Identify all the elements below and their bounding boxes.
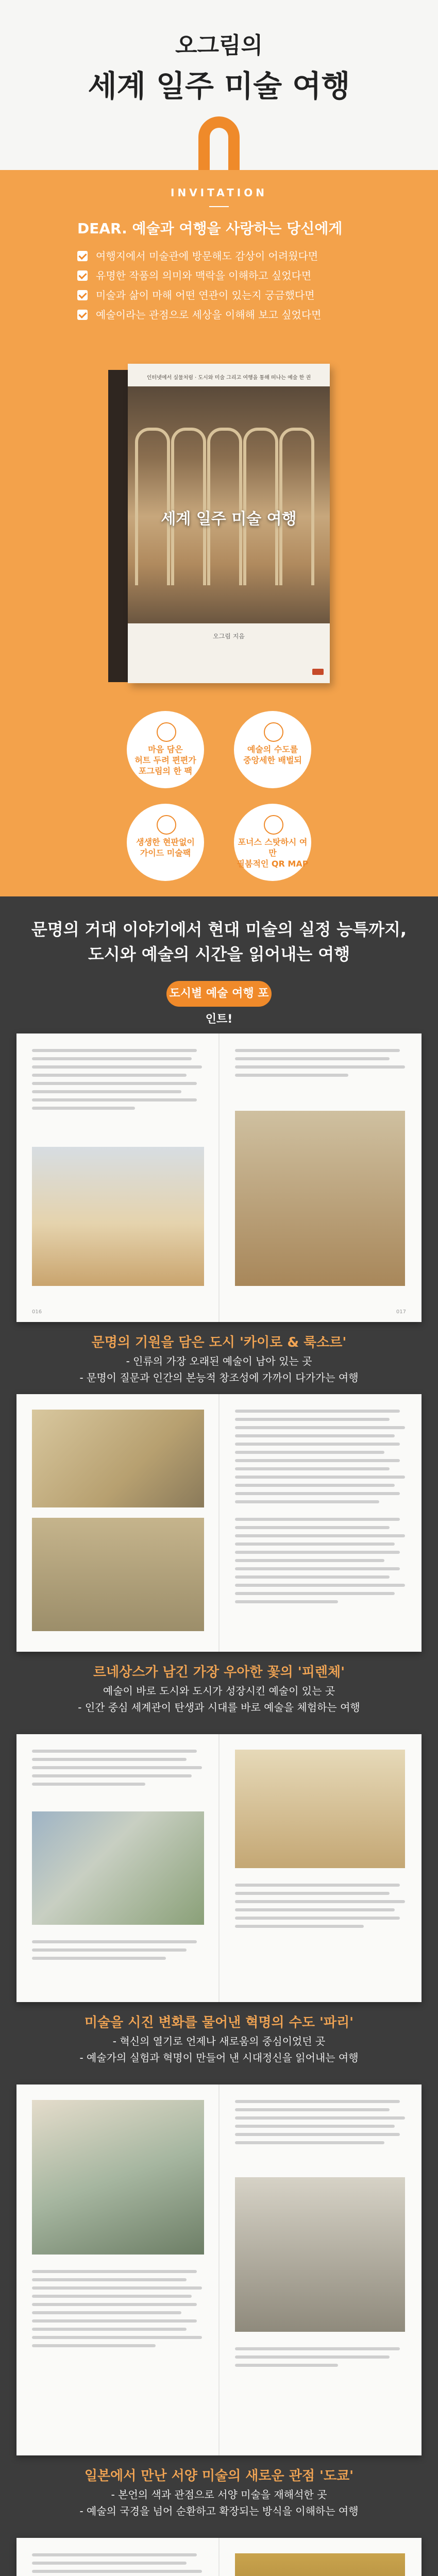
check-icon (77, 290, 88, 300)
book-title: 세계 일주 미술 여행 (161, 510, 297, 528)
check-icon (77, 251, 88, 261)
statue-photo (235, 1111, 405, 1286)
hero-title-area (0, 0, 438, 170)
brush-icon (157, 815, 176, 835)
check-icon (77, 310, 88, 320)
invitation-heading: DEAR. 예술과 여행을 사랑하는 당신에게 (77, 220, 343, 237)
city-points-badge: 도시별 예술 여행 포인트! (166, 981, 272, 1007)
chat-icon (157, 722, 176, 742)
book-author: 오그림 지음 (213, 633, 245, 640)
caption-florence: 르네상스가 남긴 가장 우아한 꽃의 '피렌체' 예술이 바로 도시와 도시가 성장시킨 예술이 있는 곳 - 인간 중심 세계관이 탄생과 시대를 바로 예술을 체험하는 여행 (78, 1665, 360, 1714)
book-spread-florence (16, 1394, 422, 1652)
arch-decoration (198, 116, 240, 170)
klimt-painting (235, 2553, 405, 2576)
feature-cities: 예술의 수도를 중앙세한 배벌되 (234, 711, 311, 788)
book-spread-vienna (16, 2538, 422, 2576)
invitation-item: 유명한 작품의 의미와 맥락을 이해하고 싶었다면 (77, 266, 322, 285)
caption-cairo: 문명의 기원을 담은 도시 '카이로 & 룩소르' - 인류의 가장 오래된 예술이 남아 있는 곳 - 문명이 질문과 인간의 본능적 창조성에 가까이 다가가는 여행 (79, 1335, 359, 1384)
museum-photo (235, 1750, 405, 1868)
book-subtitle: 인터넷에서 실물처럼 · 도시와 미술 그리고 여행을 통해 떠나는 예술 한 권 (146, 375, 311, 381)
caption-paris: 미술을 시진 변화를 물어낸 혁명의 수도 '파리' - 혁신의 열기로 언제나 새로움의 중심이었던 곳 - 예술가의 실험과 혁명이 만들어 낸 시대정신을 읽어내는 여행 (79, 2015, 359, 2064)
book-spine (108, 370, 128, 682)
feature-qr-map: 포너스 스탓하시 여만 필붐적인 QR MAP (234, 804, 311, 881)
book-spread-cairo: 016 017 (16, 1033, 422, 1322)
qr-icon (264, 815, 283, 835)
page-title: 세계 일주 미술 여행 (88, 69, 350, 104)
divider (209, 206, 229, 207)
impressionist-painting (32, 1811, 204, 1925)
feature-letter: 마음 담은 허트 두려 편편가 포그림의 한 팩 (127, 711, 204, 788)
publisher-logo (312, 669, 324, 675)
invitation-item: 여행지에서 미술관에 방문해도 감상이 어려웠다면 (77, 246, 322, 266)
book-spread-paris (16, 1734, 422, 2002)
hero-section (0, 0, 438, 896)
city-points-section (0, 896, 438, 2576)
globe-icon (264, 722, 283, 742)
brand-name: 오그림의 (175, 32, 263, 59)
painting-photo (32, 1518, 204, 1631)
book-spread-tokyo (16, 2084, 422, 2455)
invitation-item: 예술이라는 관점으로 세상을 이해해 보고 싶었다면 (77, 305, 322, 325)
check-icon (77, 270, 88, 281)
japanese-art-photo (32, 2100, 204, 2255)
invitation-item: 미술과 삶이 마해 어떤 연관이 있는지 궁금했다면 (77, 285, 322, 305)
feature-guide: 생생한 현판없이 가이드 미술팩 (127, 804, 204, 881)
gallery-photo (235, 2177, 405, 2332)
step-pyramid-photo (32, 1147, 204, 1286)
section-heading: 문명의 거대 이야기에서 현대 미술의 실정 능특까지, 도시와 예술의 시간을 읽어내는 여행 (31, 920, 407, 964)
invitation-list (77, 246, 322, 325)
fresco-photo (32, 1410, 204, 1507)
invitation-label: INVITATION (171, 187, 267, 199)
book-cover (108, 364, 330, 683)
caption-tokyo: 일본에서 만난 서양 미술의 새로운 관점 '도쿄' - 본언의 색과 관점으로 서양 미술을 재해석한 곳 - 예술의 국경을 넘어 순환하고 확장되는 방식을 이해하는 여행 (79, 2468, 359, 2517)
book-cover-image (128, 386, 330, 623)
